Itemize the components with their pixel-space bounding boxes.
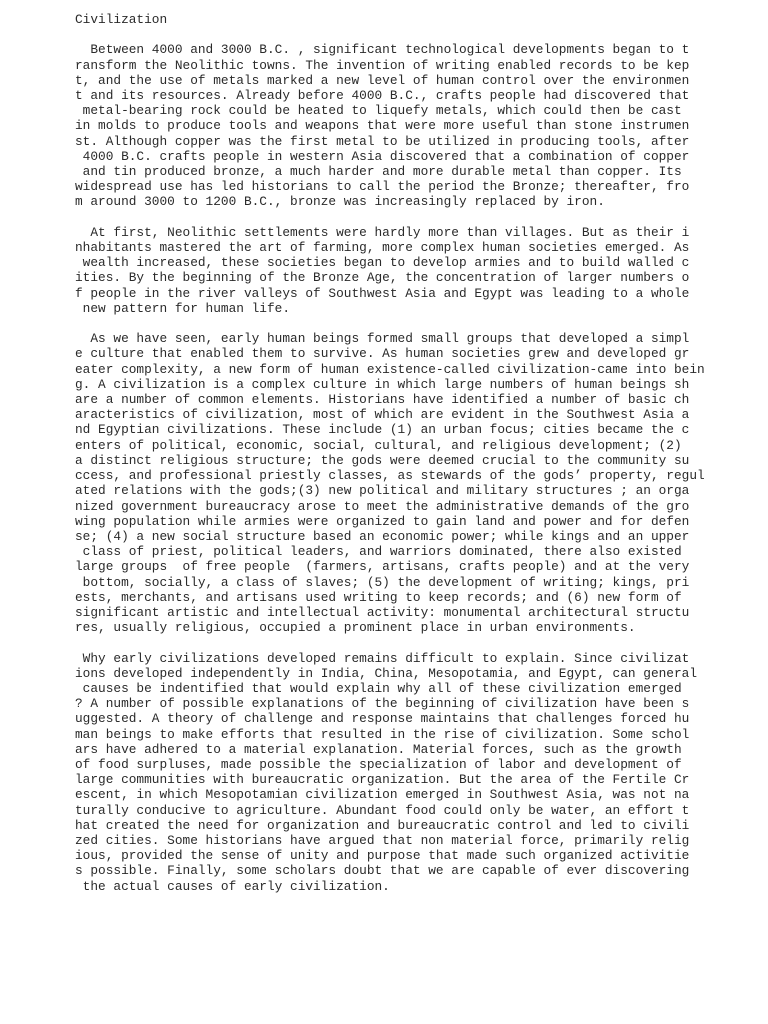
paragraph-line: s possible. Finally, some scholars doubt that we are capable of ever discovering	[75, 863, 690, 879]
document-body	[75, 12, 705, 894]
paragraph-line: ious, provided the sense of unity and purpose that made such organized activitie	[75, 848, 690, 864]
paragraph-line: widespread use has led historians to call the period the Bronze; thereafter, fro	[75, 179, 690, 195]
paragraph-line: bottom, socially, a class of slaves; (5) the development of writing; kings, pri	[75, 574, 690, 590]
paragraph-line: aracteristics of civilization, most of which are evident in the Southwest Asia a	[75, 407, 690, 423]
paragraph-line: large communities with bureaucratic organization. But the area of the Fertile Cr	[75, 772, 690, 788]
paragraph-line: uggested. A theory of challenge and response maintains that challenges forced hu	[75, 711, 690, 727]
paragraph-line: of food surpluses, made possible the specialization of labor and development of	[75, 756, 682, 772]
paragraph-line: ars have adhered to a material explanation. Material forces, such as the growth	[75, 741, 682, 757]
paragraph-line: a distinct religious structure; the gods were deemed crucial to the community su	[75, 452, 690, 468]
paragraph-line: nized government bureaucracy arose to meet the administrative demands of the gro	[75, 498, 690, 514]
paragraph-line: ransform the Neolithic towns. The invention of writing enabled records to be kep	[75, 57, 690, 73]
paragraph-line: nhabitants mastered the art of farming, more complex human societies emerged. As	[75, 240, 690, 256]
paragraph-line: ? A number of possible explanations of the beginning of civilization have been s	[75, 696, 690, 712]
paragraph-line: Between 4000 and 3000 B.C. , significant technological developments began to t	[75, 42, 690, 58]
paragraph-line: the actual causes of early civilization.	[75, 878, 390, 894]
paragraph-line: t, and the use of metals marked a new level of human control over the environmen	[75, 72, 690, 88]
paragraph-line: in molds to produce tools and weapons that were more useful than stone instrumen	[75, 118, 690, 134]
paragraph-line: turally conducive to agriculture. Abundant food could only be water, an effort t	[75, 802, 690, 818]
paragraph-line: As we have seen, early human beings formed small groups that developed a simpl	[75, 331, 690, 347]
paragraph-line: ated relations with the gods;(3) new political and military structures ; an orga	[75, 483, 690, 499]
paragraph-line: nd Egyptian civilizations. These include (1) an urban focus; cities became the c	[75, 422, 690, 438]
paragraph-line: ests, merchants, and artisans used writing to keep records; and (6) new form of	[75, 589, 682, 605]
paragraph-line: f people in the river valleys of Southwest Asia and Egypt was leading to a whole	[75, 285, 690, 301]
paragraph-line: wing population while armies were organized to gain land and power and for defen	[75, 513, 690, 529]
paragraph-line: zed cities. Some historians have argued that non material force, primarily relig	[75, 832, 690, 848]
paragraph-line: class of priest, political leaders, and warriors dominated, there also existed	[75, 544, 682, 560]
paragraph-line: hat created the need for organization and bureaucratic control and led to civili	[75, 817, 690, 833]
paragraph-line: st. Although copper was the first metal to be utilized in producing tools, after	[75, 133, 690, 149]
paragraph-line: Why early civilizations developed remains difficult to explain. Since civilizat	[75, 650, 690, 666]
paragraph-line: m around 3000 to 1200 B.C., bronze was increasingly replaced by iron.	[75, 194, 605, 210]
paragraph-line: and tin produced bronze, a much harder and more durable metal than copper. Its	[75, 164, 682, 180]
paragraph-line: ions developed independently in India, China, Mesopotamia, and Egypt, can general	[75, 665, 698, 681]
paragraph-line: e culture that enabled them to survive. As human societies grew and developed gr	[75, 346, 690, 362]
paragraph-line: ccess, and professional priestly classes, as stewards of the gods’ property, regul	[75, 468, 705, 484]
paragraph-line: eater complexity, a new form of human existence-called civilization-came into bein	[75, 361, 705, 377]
paragraph-line: causes be indentified that would explain why all of these civilization emerged	[75, 680, 682, 696]
paragraph-line: res, usually religious, occupied a prominent place in urban environments.	[75, 620, 636, 636]
paragraph-line: g. A civilization is a complex culture in which large numbers of human beings sh	[75, 376, 690, 392]
paragraph-line: man beings to make efforts that resulted in the rise of civilization. Some schol	[75, 726, 690, 742]
paragraph-line: metal-bearing rock could be heated to liquefy metals, which could then be cast	[75, 103, 682, 119]
paragraph-line: new pattern for human life.	[75, 300, 291, 316]
paragraph-line: t and its resources. Already before 4000 B.C., crafts people had discovered that	[75, 88, 690, 104]
paragraph-line: large groups of free people (farmers, artisans, crafts people) and at the very	[75, 559, 690, 575]
paragraph-line: escent, in which Mesopotamian civilization emerged in Southwest Asia, was not na	[75, 787, 690, 803]
document-title: Civilization	[75, 12, 168, 27]
paragraph-line: 4000 B.C. crafts people in western Asia discovered that a combination of copper	[75, 148, 690, 164]
paragraph-line: At first, Neolithic settlements were hardly more than villages. But as their i	[75, 224, 690, 240]
paragraph-line: are a number of common elements. Historians have identified a number of basic ch	[75, 392, 690, 408]
paragraph-line: wealth increased, these societies began to develop armies and to build walled c	[75, 255, 690, 271]
paragraph-line: se; (4) a new social structure based an economic power; while kings and an upper	[75, 528, 690, 544]
paragraph-line: significant artistic and intellectual activity: monumental architectural structu	[75, 604, 690, 620]
paragraph-line: enters of political, economic, social, cultural, and religious development; (2)	[75, 437, 682, 453]
paragraph-line: ities. By the beginning of the Bronze Age, the concentration of larger numbers o	[75, 270, 690, 286]
